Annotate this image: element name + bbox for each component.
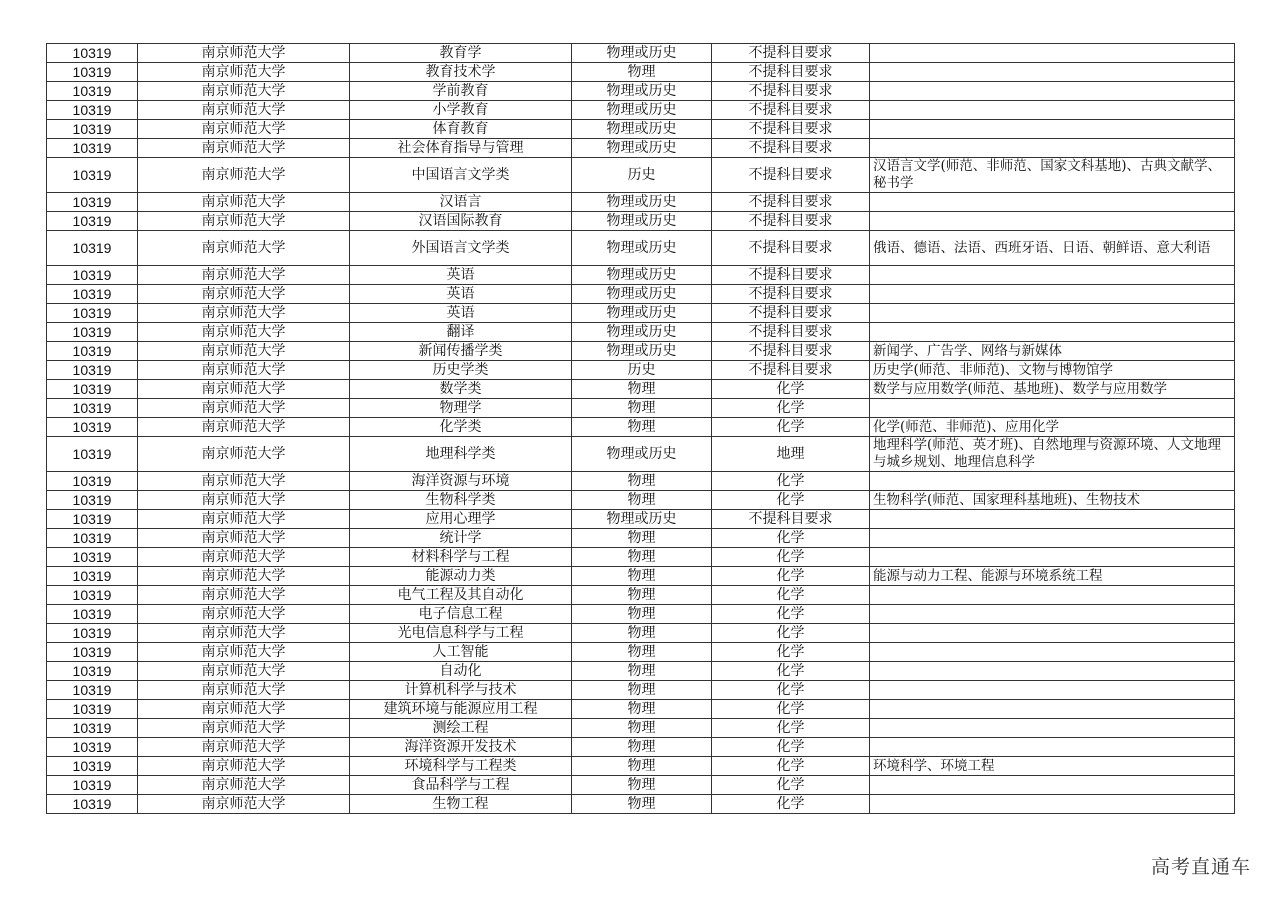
included-majors-cell: 环境科学、环境工程 (870, 757, 1235, 776)
major-name-cell: 自动化 (350, 662, 572, 681)
included-majors-cell: 化学(师范、非师范)、应用化学 (870, 418, 1235, 437)
school-name-cell: 南京师范大学 (138, 120, 350, 139)
second-subject-cell: 不提科目要求 (712, 44, 870, 63)
first-subject-cell: 物理 (572, 472, 712, 491)
major-name-cell: 电子信息工程 (350, 605, 572, 624)
first-subject-cell: 物理或历史 (572, 304, 712, 323)
school-name-cell: 南京师范大学 (138, 193, 350, 212)
first-subject-cell: 物理或历史 (572, 139, 712, 158)
major-name-cell: 计算机科学与技术 (350, 681, 572, 700)
first-subject-cell: 物理 (572, 63, 712, 82)
first-subject-cell: 物理或历史 (572, 323, 712, 342)
requirements-table (46, 43, 1235, 814)
table-row (47, 139, 1235, 158)
table-row (47, 44, 1235, 63)
second-subject-cell: 不提科目要求 (712, 231, 870, 266)
included-majors-cell (870, 719, 1235, 738)
included-majors-cell (870, 63, 1235, 82)
included-majors-cell (870, 139, 1235, 158)
second-subject-cell: 不提科目要求 (712, 63, 870, 82)
school-name-cell: 南京师范大学 (138, 681, 350, 700)
first-subject-cell: 物理或历史 (572, 285, 712, 304)
school-code-cell: 10319 (47, 567, 138, 586)
table-row (47, 193, 1235, 212)
major-name-cell: 教育技术学 (350, 63, 572, 82)
school-code-cell: 10319 (47, 193, 138, 212)
included-majors-cell: 数学与应用数学(师范、基地班)、数学与应用数学 (870, 380, 1235, 399)
school-code-cell: 10319 (47, 510, 138, 529)
first-subject-cell: 历史 (572, 158, 712, 193)
second-subject-cell: 不提科目要求 (712, 101, 870, 120)
second-subject-cell: 不提科目要求 (712, 510, 870, 529)
second-subject-cell: 化学 (712, 643, 870, 662)
major-name-cell: 中国语言文学类 (350, 158, 572, 193)
table-row (47, 776, 1235, 795)
school-name-cell: 南京师范大学 (138, 776, 350, 795)
major-name-cell: 生物工程 (350, 795, 572, 814)
school-code-cell: 10319 (47, 380, 138, 399)
table-row (47, 342, 1235, 361)
table-row (47, 361, 1235, 380)
included-majors-cell: 能源与动力工程、能源与环境系统工程 (870, 567, 1235, 586)
second-subject-cell: 化学 (712, 662, 870, 681)
second-subject-cell: 化学 (712, 418, 870, 437)
school-name-cell: 南京师范大学 (138, 266, 350, 285)
school-name-cell: 南京师范大学 (138, 418, 350, 437)
table-row (47, 529, 1235, 548)
school-code-cell: 10319 (47, 231, 138, 266)
first-subject-cell: 物理 (572, 418, 712, 437)
school-name-cell: 南京师范大学 (138, 158, 350, 193)
table-row (47, 63, 1235, 82)
school-code-cell: 10319 (47, 795, 138, 814)
major-name-cell: 统计学 (350, 529, 572, 548)
included-majors-cell: 历史学(师范、非师范)、文物与博物馆学 (870, 361, 1235, 380)
school-name-cell: 南京师范大学 (138, 719, 350, 738)
second-subject-cell: 不提科目要求 (712, 361, 870, 380)
included-majors-cell: 生物科学(师范、国家理科基地班)、生物技术 (870, 491, 1235, 510)
first-subject-cell: 物理 (572, 624, 712, 643)
second-subject-cell: 不提科目要求 (712, 285, 870, 304)
table-row (47, 510, 1235, 529)
school-code-cell: 10319 (47, 323, 138, 342)
major-name-cell: 化学类 (350, 418, 572, 437)
second-subject-cell: 化学 (712, 548, 870, 567)
included-majors-cell (870, 472, 1235, 491)
first-subject-cell: 物理或历史 (572, 120, 712, 139)
table-row (47, 212, 1235, 231)
school-name-cell: 南京师范大学 (138, 700, 350, 719)
included-majors-cell (870, 643, 1235, 662)
major-name-cell: 历史学类 (350, 361, 572, 380)
second-subject-cell: 化学 (712, 567, 870, 586)
major-name-cell: 学前教育 (350, 82, 572, 101)
second-subject-cell: 不提科目要求 (712, 120, 870, 139)
school-code-cell: 10319 (47, 472, 138, 491)
included-majors-cell (870, 510, 1235, 529)
school-name-cell: 南京师范大学 (138, 63, 350, 82)
included-majors-cell (870, 586, 1235, 605)
school-code-cell: 10319 (47, 139, 138, 158)
second-subject-cell: 不提科目要求 (712, 139, 870, 158)
second-subject-cell: 不提科目要求 (712, 304, 870, 323)
major-name-cell: 社会体育指导与管理 (350, 139, 572, 158)
included-majors-cell (870, 662, 1235, 681)
school-name-cell: 南京师范大学 (138, 643, 350, 662)
school-code-cell: 10319 (47, 643, 138, 662)
table-row (47, 567, 1235, 586)
school-code-cell: 10319 (47, 605, 138, 624)
school-name-cell: 南京师范大学 (138, 231, 350, 266)
included-majors-cell (870, 120, 1235, 139)
school-code-cell: 10319 (47, 44, 138, 63)
included-majors-cell (870, 399, 1235, 418)
table-row (47, 472, 1235, 491)
school-name-cell: 南京师范大学 (138, 586, 350, 605)
table-row (47, 700, 1235, 719)
major-name-cell: 英语 (350, 304, 572, 323)
school-code-cell: 10319 (47, 624, 138, 643)
major-name-cell: 食品科学与工程 (350, 776, 572, 795)
school-name-cell: 南京师范大学 (138, 285, 350, 304)
included-majors-cell: 汉语言文学(师范、非师范、国家文科基地)、古典文献学、秘书学 (870, 158, 1235, 193)
table-row (47, 266, 1235, 285)
major-name-cell: 地理科学类 (350, 437, 572, 472)
table-row (47, 399, 1235, 418)
first-subject-cell: 历史 (572, 361, 712, 380)
major-name-cell: 建筑环境与能源应用工程 (350, 700, 572, 719)
first-subject-cell: 物理 (572, 529, 712, 548)
first-subject-cell: 物理 (572, 491, 712, 510)
school-code-cell: 10319 (47, 548, 138, 567)
table-row (47, 662, 1235, 681)
school-name-cell: 南京师范大学 (138, 44, 350, 63)
major-name-cell: 光电信息科学与工程 (350, 624, 572, 643)
school-code-cell: 10319 (47, 681, 138, 700)
major-name-cell: 材料科学与工程 (350, 548, 572, 567)
first-subject-cell: 物理 (572, 719, 712, 738)
school-code-cell: 10319 (47, 719, 138, 738)
school-name-cell: 南京师范大学 (138, 472, 350, 491)
table-row (47, 418, 1235, 437)
major-name-cell: 环境科学与工程类 (350, 757, 572, 776)
second-subject-cell: 化学 (712, 586, 870, 605)
first-subject-cell: 物理 (572, 795, 712, 814)
table-row (47, 586, 1235, 605)
major-name-cell: 英语 (350, 266, 572, 285)
table-row (47, 605, 1235, 624)
school-name-cell: 南京师范大学 (138, 101, 350, 120)
first-subject-cell: 物理或历史 (572, 82, 712, 101)
major-name-cell: 新闻传播学类 (350, 342, 572, 361)
school-code-cell: 10319 (47, 662, 138, 681)
table-row (47, 681, 1235, 700)
school-name-cell: 南京师范大学 (138, 212, 350, 231)
major-name-cell: 电气工程及其自动化 (350, 586, 572, 605)
table-row (47, 491, 1235, 510)
table-body (47, 44, 1235, 814)
school-name-cell: 南京师范大学 (138, 380, 350, 399)
school-name-cell: 南京师范大学 (138, 342, 350, 361)
major-name-cell: 翻译 (350, 323, 572, 342)
major-name-cell: 英语 (350, 285, 572, 304)
school-code-cell: 10319 (47, 342, 138, 361)
major-name-cell: 物理学 (350, 399, 572, 418)
second-subject-cell: 化学 (712, 757, 870, 776)
table-row (47, 101, 1235, 120)
school-name-cell: 南京师范大学 (138, 437, 350, 472)
major-name-cell: 应用心理学 (350, 510, 572, 529)
table-row (47, 719, 1235, 738)
first-subject-cell: 物理 (572, 662, 712, 681)
first-subject-cell: 物理或历史 (572, 193, 712, 212)
school-code-cell: 10319 (47, 529, 138, 548)
school-code-cell: 10319 (47, 776, 138, 795)
table-row (47, 304, 1235, 323)
school-name-cell: 南京师范大学 (138, 529, 350, 548)
included-majors-cell (870, 82, 1235, 101)
first-subject-cell: 物理或历史 (572, 510, 712, 529)
major-name-cell: 体育教育 (350, 120, 572, 139)
first-subject-cell: 物理 (572, 643, 712, 662)
school-code-cell: 10319 (47, 304, 138, 323)
school-code-cell: 10319 (47, 266, 138, 285)
included-majors-cell (870, 266, 1235, 285)
major-name-cell: 海洋资源开发技术 (350, 738, 572, 757)
major-name-cell: 汉语国际教育 (350, 212, 572, 231)
school-code-cell: 10319 (47, 120, 138, 139)
first-subject-cell: 物理 (572, 567, 712, 586)
first-subject-cell: 物理 (572, 757, 712, 776)
table-row (47, 437, 1235, 472)
second-subject-cell: 化学 (712, 605, 870, 624)
table-row (47, 548, 1235, 567)
second-subject-cell: 化学 (712, 399, 870, 418)
school-name-cell: 南京师范大学 (138, 139, 350, 158)
included-majors-cell: 俄语、德语、法语、西班牙语、日语、朝鲜语、意大利语 (870, 231, 1235, 266)
second-subject-cell: 不提科目要求 (712, 158, 870, 193)
school-name-cell: 南京师范大学 (138, 399, 350, 418)
school-name-cell: 南京师范大学 (138, 624, 350, 643)
table-row (47, 380, 1235, 399)
major-name-cell: 汉语言 (350, 193, 572, 212)
table-row (47, 120, 1235, 139)
table-row (47, 643, 1235, 662)
major-name-cell: 教育学 (350, 44, 572, 63)
first-subject-cell: 物理 (572, 399, 712, 418)
first-subject-cell: 物理 (572, 548, 712, 567)
school-name-cell: 南京师范大学 (138, 662, 350, 681)
watermark-text: 高考直通车 (1150, 856, 1251, 878)
major-name-cell: 人工智能 (350, 643, 572, 662)
first-subject-cell: 物理或历史 (572, 44, 712, 63)
school-code-cell: 10319 (47, 586, 138, 605)
school-name-cell: 南京师范大学 (138, 738, 350, 757)
table-row (47, 795, 1235, 814)
first-subject-cell: 物理 (572, 738, 712, 757)
first-subject-cell: 物理 (572, 380, 712, 399)
second-subject-cell: 化学 (712, 529, 870, 548)
school-name-cell: 南京师范大学 (138, 605, 350, 624)
included-majors-cell (870, 681, 1235, 700)
included-majors-cell (870, 285, 1235, 304)
included-majors-cell (870, 323, 1235, 342)
first-subject-cell: 物理或历史 (572, 266, 712, 285)
included-majors-cell (870, 795, 1235, 814)
school-name-cell: 南京师范大学 (138, 361, 350, 380)
school-name-cell: 南京师范大学 (138, 548, 350, 567)
table-row (47, 82, 1235, 101)
school-code-cell: 10319 (47, 757, 138, 776)
table-row (47, 624, 1235, 643)
second-subject-cell: 不提科目要求 (712, 82, 870, 101)
major-name-cell: 数学类 (350, 380, 572, 399)
school-name-cell: 南京师范大学 (138, 510, 350, 529)
second-subject-cell: 不提科目要求 (712, 266, 870, 285)
school-code-cell: 10319 (47, 158, 138, 193)
school-code-cell: 10319 (47, 437, 138, 472)
first-subject-cell: 物理 (572, 700, 712, 719)
included-majors-cell (870, 624, 1235, 643)
second-subject-cell: 化学 (712, 491, 870, 510)
school-name-cell: 南京师范大学 (138, 567, 350, 586)
first-subject-cell: 物理 (572, 605, 712, 624)
included-majors-cell (870, 776, 1235, 795)
second-subject-cell: 化学 (712, 719, 870, 738)
school-name-cell: 南京师范大学 (138, 795, 350, 814)
included-majors-cell (870, 101, 1235, 120)
first-subject-cell: 物理 (572, 681, 712, 700)
school-code-cell: 10319 (47, 101, 138, 120)
school-code-cell: 10319 (47, 63, 138, 82)
included-majors-cell (870, 548, 1235, 567)
school-name-cell: 南京师范大学 (138, 82, 350, 101)
second-subject-cell: 化学 (712, 472, 870, 491)
school-code-cell: 10319 (47, 399, 138, 418)
second-subject-cell: 不提科目要求 (712, 193, 870, 212)
major-name-cell: 生物科学类 (350, 491, 572, 510)
school-name-cell: 南京师范大学 (138, 757, 350, 776)
school-code-cell: 10319 (47, 700, 138, 719)
table-row (47, 158, 1235, 193)
second-subject-cell: 不提科目要求 (712, 212, 870, 231)
table-row (47, 323, 1235, 342)
second-subject-cell: 化学 (712, 380, 870, 399)
first-subject-cell: 物理或历史 (572, 437, 712, 472)
major-name-cell: 能源动力类 (350, 567, 572, 586)
first-subject-cell: 物理或历史 (572, 101, 712, 120)
second-subject-cell: 不提科目要求 (712, 323, 870, 342)
included-majors-cell (870, 212, 1235, 231)
table-row (47, 285, 1235, 304)
included-majors-cell (870, 304, 1235, 323)
school-code-cell: 10319 (47, 418, 138, 437)
second-subject-cell: 化学 (712, 700, 870, 719)
school-code-cell: 10319 (47, 212, 138, 231)
first-subject-cell: 物理或历史 (572, 231, 712, 266)
second-subject-cell: 化学 (712, 624, 870, 643)
included-majors-cell: 新闻学、广告学、网络与新媒体 (870, 342, 1235, 361)
first-subject-cell: 物理 (572, 776, 712, 795)
table-row (47, 738, 1235, 757)
included-majors-cell (870, 529, 1235, 548)
second-subject-cell: 地理 (712, 437, 870, 472)
second-subject-cell: 化学 (712, 776, 870, 795)
table-row (47, 231, 1235, 266)
school-code-cell: 10319 (47, 361, 138, 380)
school-code-cell: 10319 (47, 491, 138, 510)
school-name-cell: 南京师范大学 (138, 304, 350, 323)
included-majors-cell (870, 44, 1235, 63)
second-subject-cell: 化学 (712, 738, 870, 757)
school-name-cell: 南京师范大学 (138, 323, 350, 342)
first-subject-cell: 物理 (572, 586, 712, 605)
second-subject-cell: 不提科目要求 (712, 342, 870, 361)
major-name-cell: 小学教育 (350, 101, 572, 120)
school-code-cell: 10319 (47, 285, 138, 304)
major-name-cell: 测绘工程 (350, 719, 572, 738)
included-majors-cell (870, 700, 1235, 719)
major-name-cell: 海洋资源与环境 (350, 472, 572, 491)
major-name-cell: 外国语言文学类 (350, 231, 572, 266)
included-majors-cell (870, 193, 1235, 212)
included-majors-cell: 地理科学(师范、英才班)、自然地理与资源环境、人文地理与城乡规划、地理信息科学 (870, 437, 1235, 472)
school-code-cell: 10319 (47, 82, 138, 101)
included-majors-cell (870, 605, 1235, 624)
first-subject-cell: 物理或历史 (572, 212, 712, 231)
first-subject-cell: 物理或历史 (572, 342, 712, 361)
school-name-cell: 南京师范大学 (138, 491, 350, 510)
included-majors-cell (870, 738, 1235, 757)
school-code-cell: 10319 (47, 738, 138, 757)
second-subject-cell: 化学 (712, 681, 870, 700)
table-row (47, 757, 1235, 776)
second-subject-cell: 化学 (712, 795, 870, 814)
